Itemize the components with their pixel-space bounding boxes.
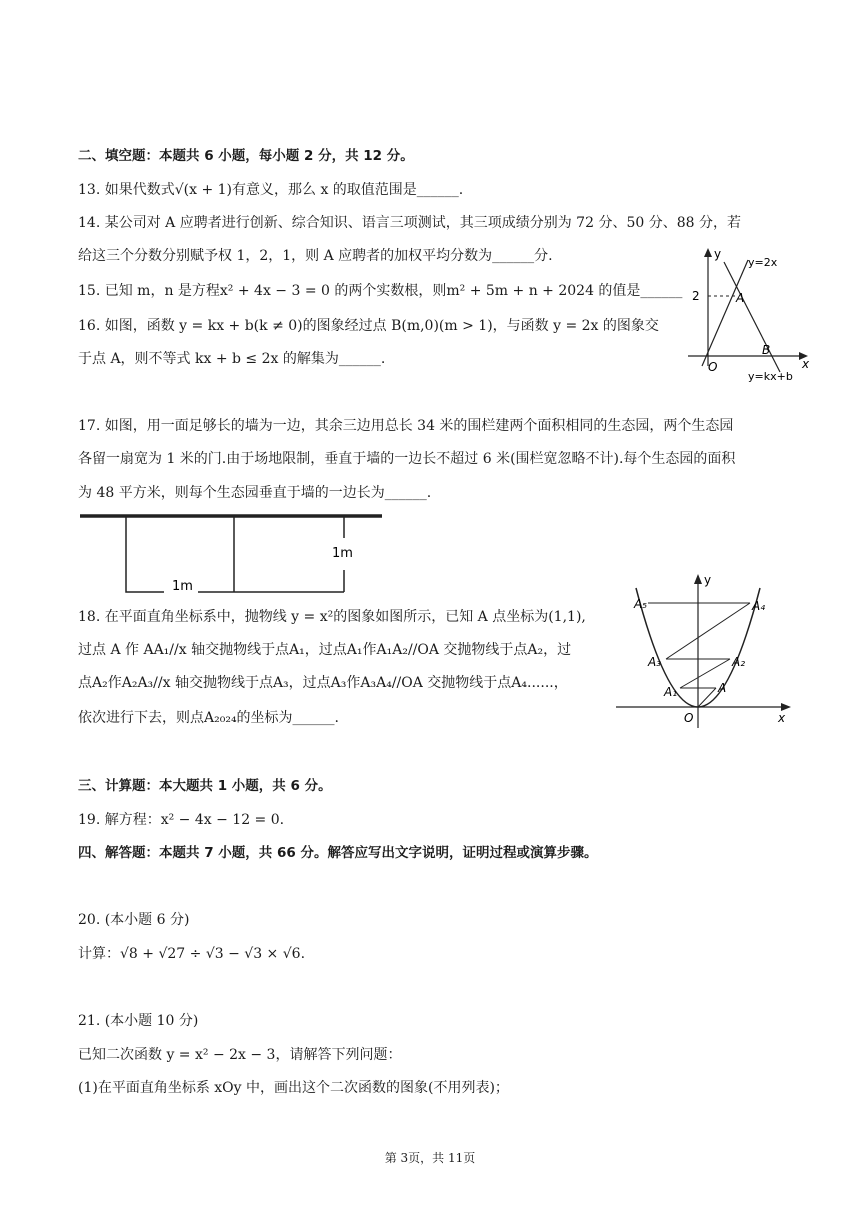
fig17-door-left-label: 1m <box>172 579 193 594</box>
fig16-point-b: B <box>762 343 771 357</box>
fig18-a2-label: A₂ <box>732 655 746 669</box>
question-18-line-2: 过点 A 作 AA₁//x 轴交抛物线于点A₁，过点A₁作A₁A₂//OA 交抛物线于点A₂，过 <box>78 642 572 658</box>
question-20-title: 20. (本小题 6 分) <box>78 912 190 928</box>
line-y-2x <box>702 260 748 366</box>
section-heading-answer: 四、解答题：本题共 7 小题，共 66 分。解答应写出文字说明，证明过程或演算步骤。 <box>78 845 598 861</box>
fig16-label-kxb: y=kx+b <box>748 370 793 383</box>
fig18-x-label: x <box>778 711 786 725</box>
y-axis-arrow-icon <box>704 248 712 257</box>
question-19: 19. 解方程：x² − 4x − 12 = 0. <box>78 812 285 828</box>
fig16-x-label: x <box>802 357 810 371</box>
page-footer: 第 3页，共 11页 <box>384 1151 476 1165</box>
question-16-line-1: 16. 如图，函数 y = kx + b(k ≠ 0)的图象经过点 B(m,0)(m > 1)，与函数 y = 2x 的图象交 <box>78 318 659 334</box>
fig18-a1-label: A₁ <box>664 685 678 699</box>
fig18-a5-label: A₅ <box>634 597 648 611</box>
question-21-title: 21. (本小题 10 分) <box>78 1013 199 1029</box>
question-20-text: 计算：√8 + √27 ÷ √3 − √3 × √6. <box>78 946 306 962</box>
figure-q17-enclosure <box>78 508 388 598</box>
fig16-tick-2: 2 <box>692 289 700 303</box>
fig18-a3-label: A₃ <box>648 655 662 669</box>
fig18-a4-label: A₄ <box>752 599 766 613</box>
fig18-origin-label: O <box>684 711 694 725</box>
question-21-line-2: (1)在平面直角坐标系 xOy 中，画出这个二次函数的图象(不用列表)； <box>78 1080 509 1096</box>
fig17-door-right-label: 1m <box>332 546 353 561</box>
fig16-y-label: y <box>714 247 722 261</box>
question-17-line-2: 各留一扇宽为 1 米的门.由于场地限制，垂直于墙的一边长不超过 6 米(围栏宽忽略不计).每个生态园的面积 <box>78 451 736 467</box>
question-15: 15. 已知 m，n 是方程x² + 4x − 3 = 0 的两个实数根，则m² + 5m + n + 2024 的值是______ <box>78 283 683 299</box>
question-18-line-3: 点A₂作A₂A₃//x 轴交抛物线于点A₃，过点A₃作A₃A₄//OA 交抛物线于点A₄......， <box>78 675 568 691</box>
figure-q18-parabola <box>614 568 794 736</box>
question-17-line-1: 17. 如图，用一面足够长的墙为一边，其余三边用总长 34 米的围栏建两个面积相同的生态园，两个生态园 <box>78 418 734 434</box>
fig18-a-label: A <box>718 681 727 695</box>
question-13: 13. 如果代数式√(x + 1)有意义，那么 x 的取值范围是______. <box>78 182 464 198</box>
section-heading-calculation: 三、计算题：本大题共 1 小题，共 6 分。 <box>78 778 332 794</box>
fig16-point-a: A <box>736 291 745 305</box>
x-axis-arrow-icon <box>781 703 791 711</box>
section-heading-fill-in: 二、填空题：本题共 6 小题，每小题 2 分，共 12 分。 <box>78 148 414 164</box>
question-17-line-3: 为 48 平方米，则每个生态园垂直于墙的一边长为______. <box>78 485 432 501</box>
segment-a3-a4 <box>666 603 750 659</box>
fence-left <box>126 516 164 592</box>
fig18-y-label: y <box>704 573 712 587</box>
fig16-origin-label: O <box>708 360 718 374</box>
question-14-line-2: 给这三个分数分别赋予权 1，2，1，则 A 应聘者的加权平均分数为______分. <box>78 248 553 264</box>
question-21-line-1: 已知二次函数 y = x² − 2x − 3，请解答下列问题： <box>78 1047 402 1063</box>
question-18-line-4: 依次进行下去，则点A₂₀₂₄的坐标为______. <box>78 710 340 726</box>
question-18-line-1: 18. 在平面直角坐标系中，抛物线 y = x²的图象如图所示，已知 A 点坐标为(1,1), <box>78 609 586 625</box>
y-axis-arrow-icon <box>694 574 702 584</box>
question-16-line-2: 于点 A，则不等式 kx + b ≤ 2x 的解集为______. <box>78 351 386 367</box>
fig16-label-y2x: y=2x <box>748 256 778 269</box>
figure-q16-linear-graph <box>684 244 814 384</box>
question-14-line-1: 14. 某公司对 A 应聘者进行创新、综合知识、语言三项测试，其三项成绩分别为 72 分、50 分、88 分，若 <box>78 215 741 231</box>
